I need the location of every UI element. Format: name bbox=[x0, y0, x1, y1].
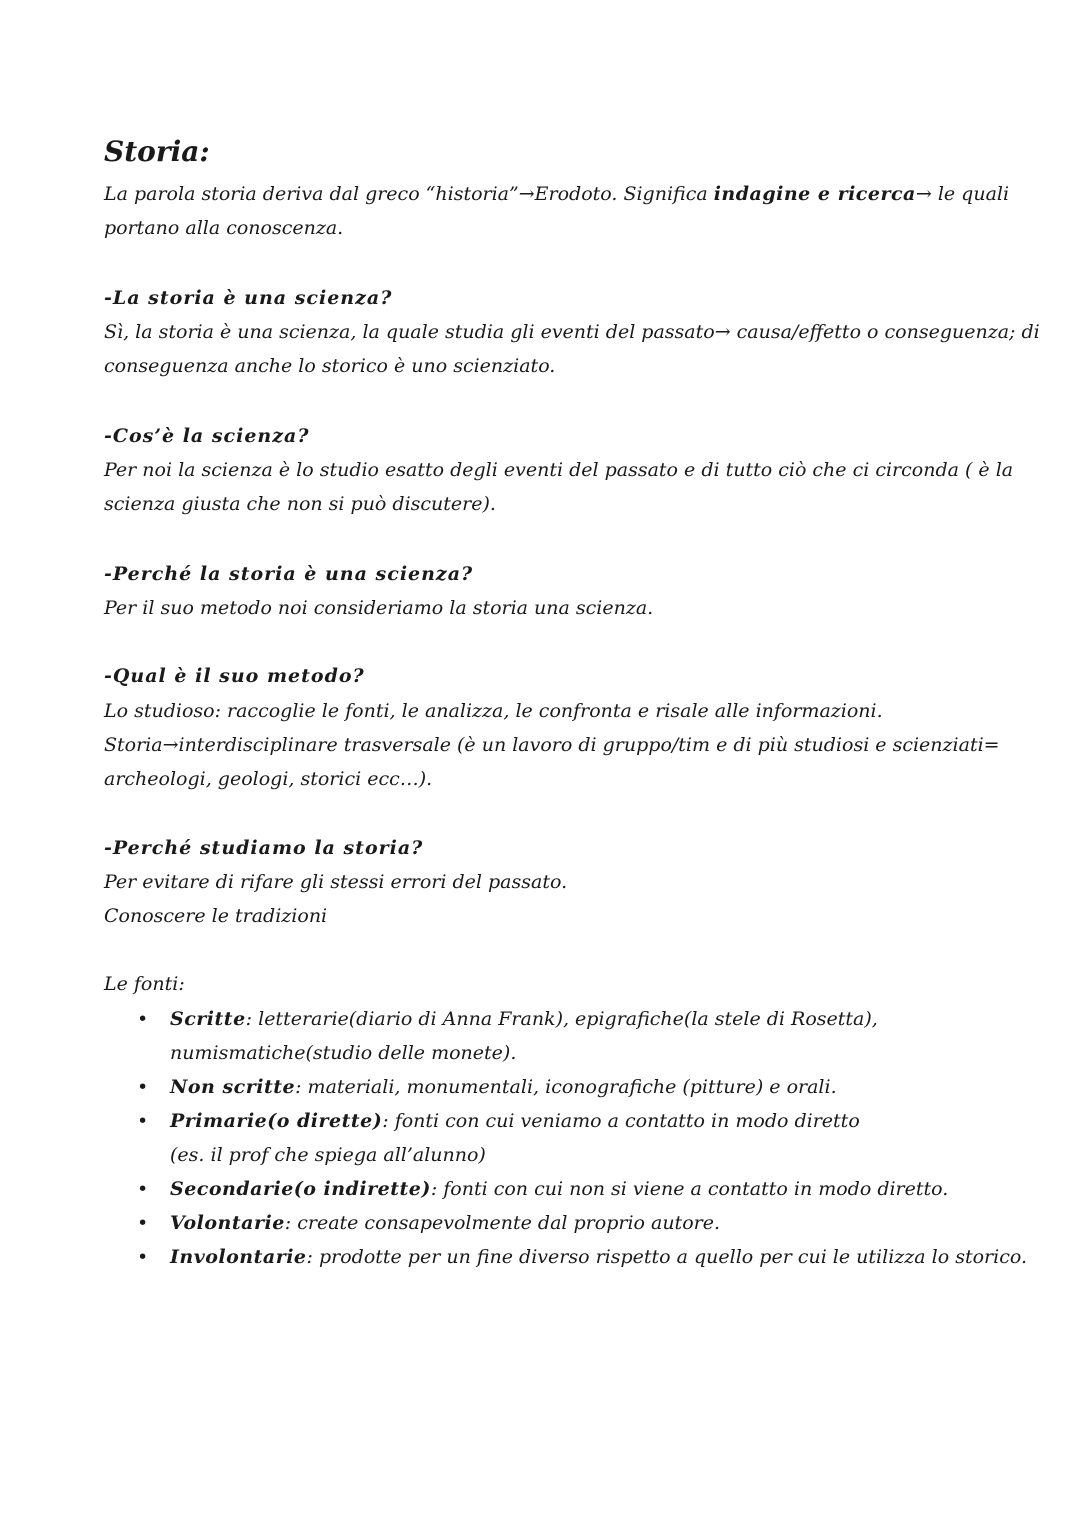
source-description: : materiali, monumentali, iconografiche (pitture) e orali. bbox=[295, 1076, 837, 1098]
section-text: conseguenza anche lo storico è uno scienziato. bbox=[104, 355, 556, 377]
intro-text-end: → le quali bbox=[915, 183, 1010, 205]
source-term: Secondarie(o indirette) bbox=[170, 1178, 431, 1200]
source-term: Volontarie bbox=[170, 1212, 285, 1234]
section-heading: -Qual è il suo metodo? bbox=[104, 665, 365, 687]
section-text: scienza giusta che non si può discutere). bbox=[104, 493, 496, 515]
sources-label: Le fonti: bbox=[104, 973, 185, 995]
bullet-icon: • bbox=[137, 1246, 149, 1268]
bullet-icon: • bbox=[137, 1110, 149, 1132]
section-text: Lo studioso: raccoglie le fonti, le analizza, le confronta e risale alle informazioni. bbox=[104, 700, 883, 722]
source-term: Scritte bbox=[170, 1008, 246, 1030]
bullet-icon: • bbox=[137, 1212, 149, 1234]
intro-line-2: portano alla conoscenza. bbox=[104, 217, 344, 239]
intro-line-1 bbox=[104, 180, 1009, 208]
source-description: : letterarie(diario di Anna Frank), epigrafiche(la stele di Rosetta), bbox=[245, 1008, 878, 1030]
section-text: Per il suo metodo noi consideriamo la storia una scienza. bbox=[104, 597, 654, 619]
intro-text: La parola storia deriva dal greco “historia”→Erodoto. Significa bbox=[104, 183, 714, 205]
source-term: Non scritte bbox=[170, 1076, 296, 1098]
source-description-continued: (es. il prof che spiega all’alunno) bbox=[170, 1144, 486, 1166]
source-description: : fonti con cui non si viene a contatto in modo diretto. bbox=[430, 1178, 949, 1200]
bullet-icon: • bbox=[137, 1076, 149, 1098]
source-description: : create consapevolmente dal proprio autore. bbox=[284, 1212, 720, 1234]
section-text: Per noi la scienza è lo studio esatto degli eventi del passato e di tutto ciò che ci circonda ( è la bbox=[104, 459, 1014, 481]
intro-bold-term: indagine e ricerca bbox=[713, 183, 916, 205]
bullet-icon: • bbox=[137, 1008, 149, 1030]
section-text: Conoscere le tradizioni bbox=[104, 905, 328, 927]
bullet-icon: • bbox=[137, 1178, 149, 1200]
list-item bbox=[104, 1070, 1027, 1104]
section-heading: -Perché studiamo la storia? bbox=[104, 837, 424, 859]
source-term: Involontarie bbox=[170, 1246, 307, 1268]
list-item bbox=[104, 1172, 1027, 1206]
source-description-continued: numismatiche(studio delle monete). bbox=[170, 1042, 517, 1064]
section-heading: -Cos’è la scienza? bbox=[104, 425, 310, 447]
source-term: Primarie(o dirette) bbox=[170, 1110, 383, 1132]
section-heading: -La storia è una scienza? bbox=[104, 287, 393, 309]
section-heading: -Perché la storia è una scienza? bbox=[104, 563, 474, 585]
list-item bbox=[104, 1002, 1027, 1070]
section-text: archeologi, geologi, storici ecc…). bbox=[104, 768, 433, 790]
source-description: : fonti con cui veniamo a contatto in modo diretto bbox=[382, 1110, 860, 1132]
sources-list bbox=[104, 1002, 1027, 1274]
page-title: Storia: bbox=[104, 135, 210, 168]
section-text: Sì, la storia è una scienza, la quale studia gli eventi del passato→ causa/effetto o conseguenza; di bbox=[104, 321, 1040, 343]
section-text: Storia→interdisciplinare trasversale (è un lavoro di gruppo/tim e di più studiosi e scienziati= bbox=[104, 734, 1000, 756]
list-item bbox=[104, 1104, 1027, 1172]
source-description: : prodotte per un fine diverso rispetto a quello per cui le utilizza lo storico. bbox=[306, 1246, 1027, 1268]
list-item bbox=[104, 1206, 1027, 1240]
section-text: Per evitare di rifare gli stessi errori del passato. bbox=[104, 871, 568, 893]
list-item bbox=[104, 1240, 1027, 1274]
